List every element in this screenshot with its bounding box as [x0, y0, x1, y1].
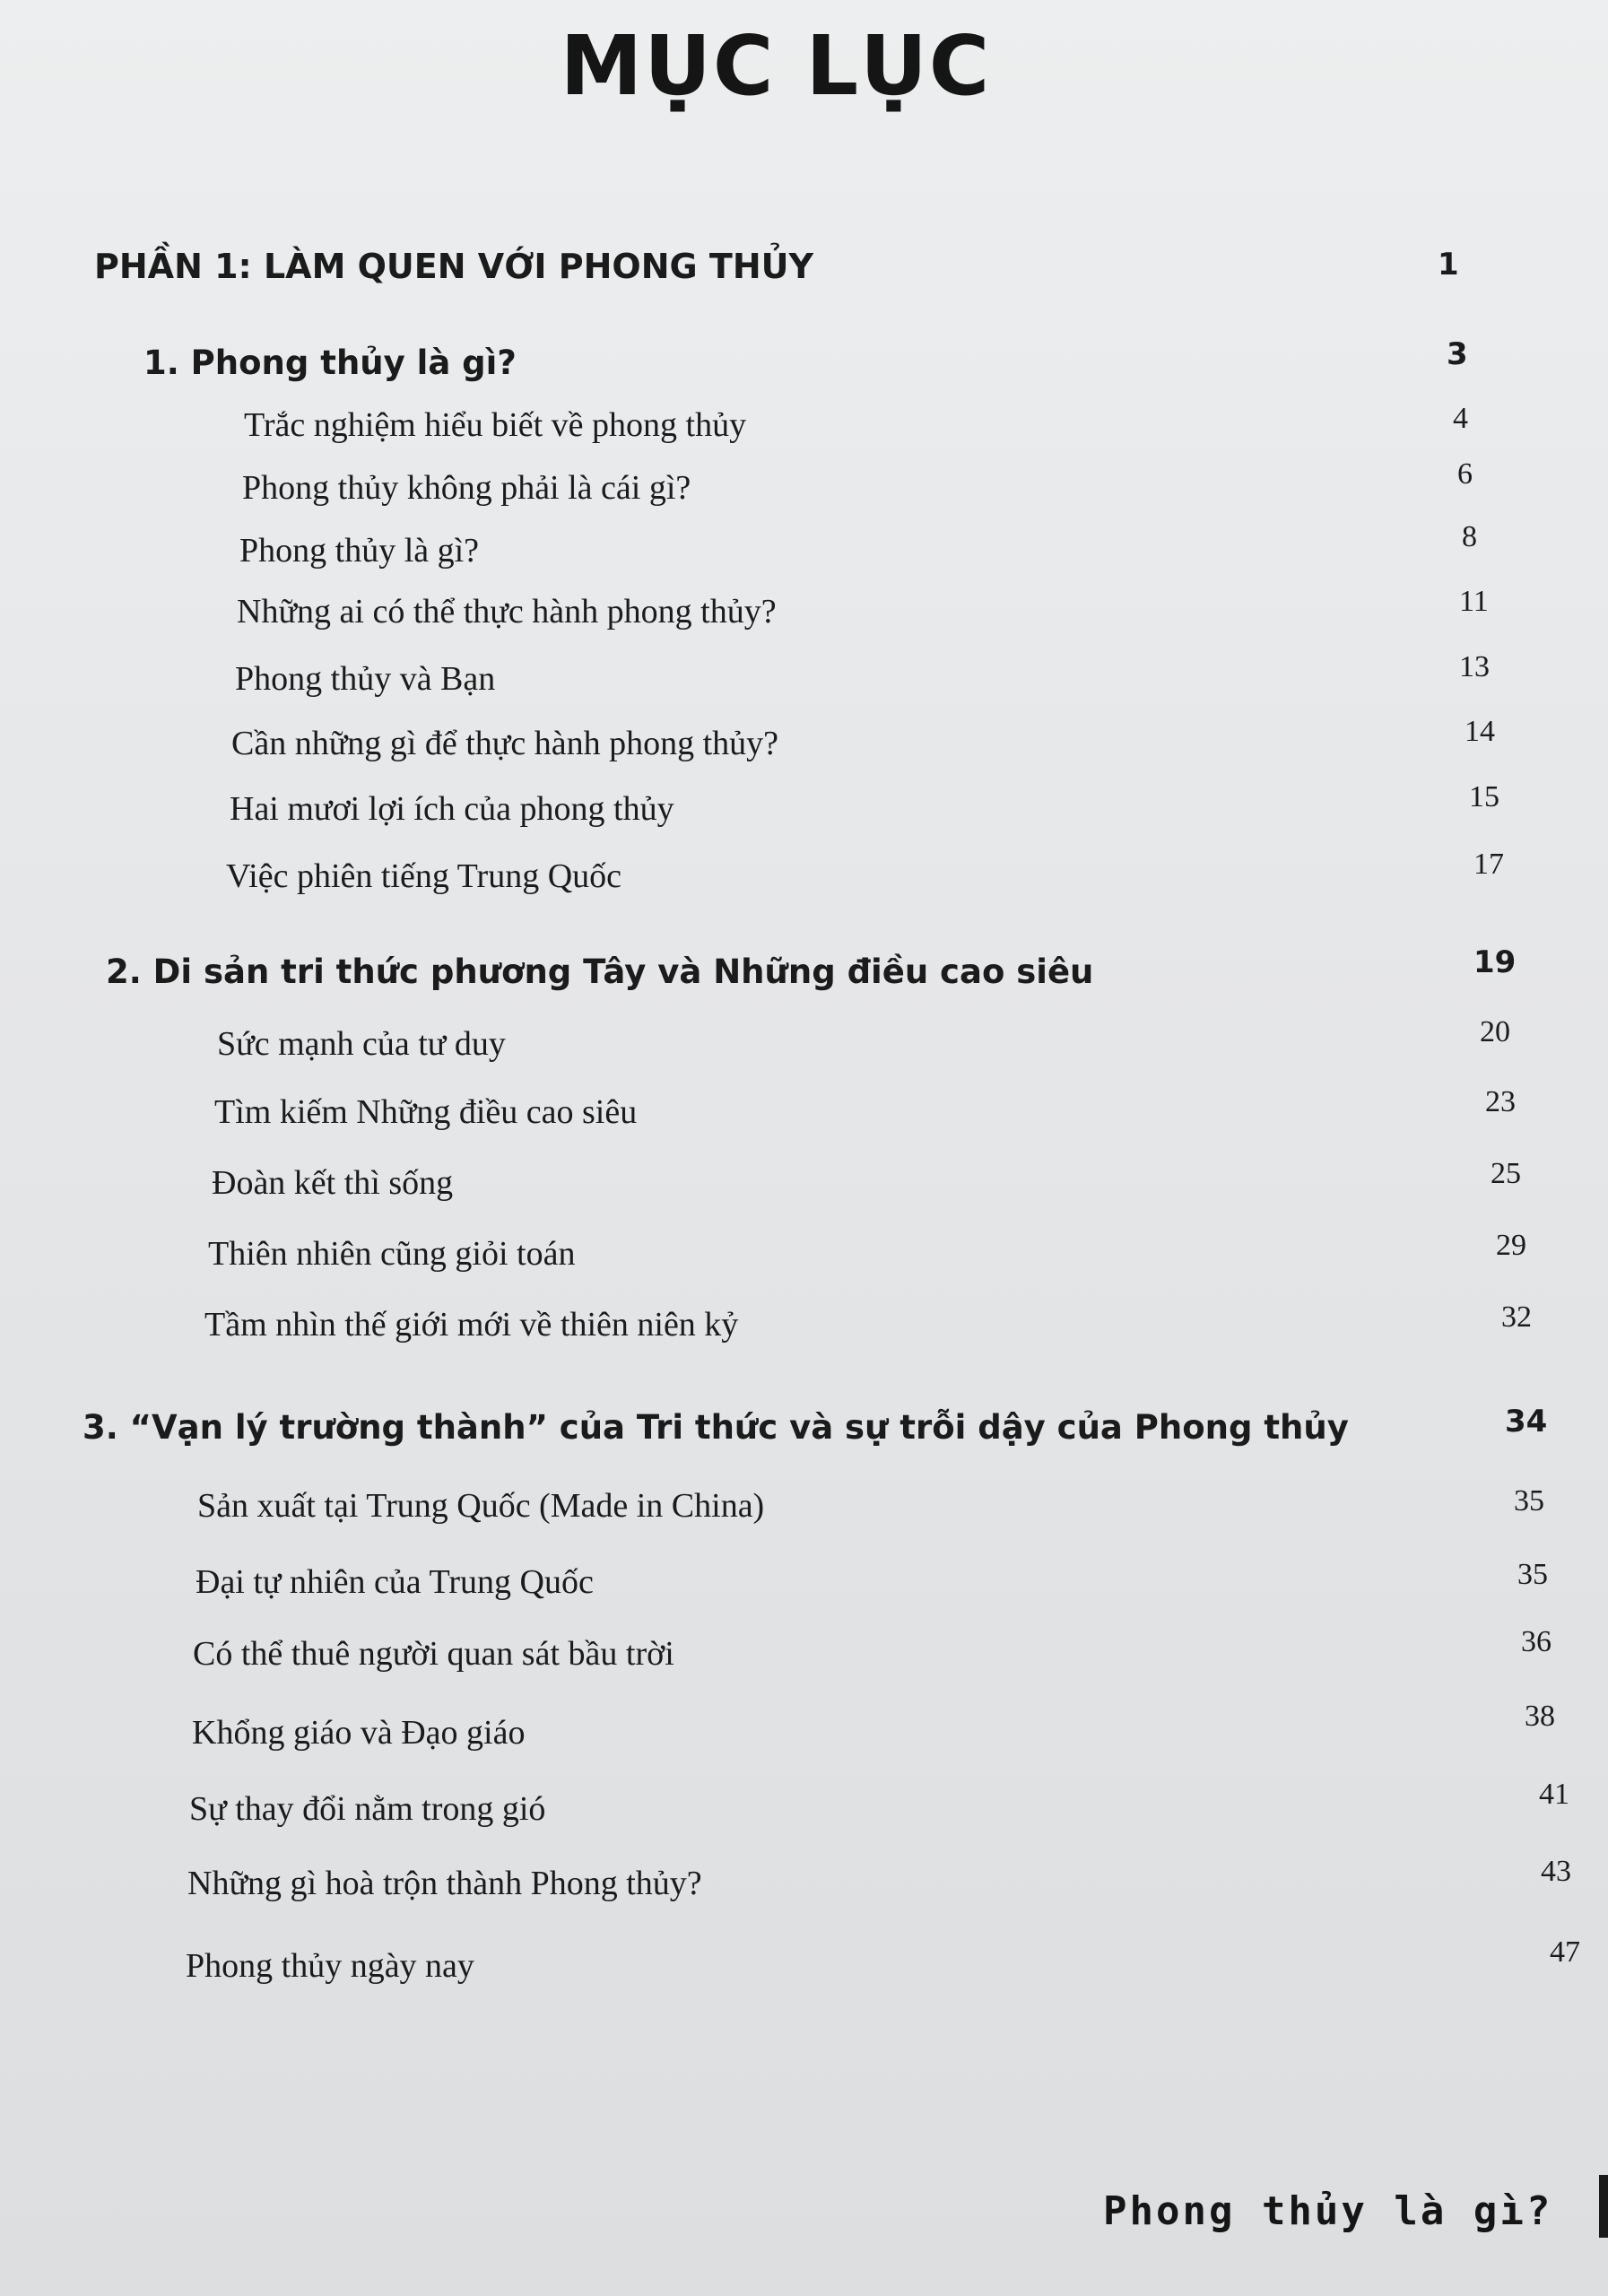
toc-entry: Phong thủy ngày nay	[186, 1947, 474, 1985]
toc-entry: Tầm nhìn thế giới mới về thiên niên kỷ	[204, 1306, 739, 1344]
toc-entry: Hai mươi lợi ích của phong thủy	[230, 790, 674, 828]
chapter-1-heading: 1. Phong thủy là gì?	[143, 344, 517, 382]
toc-entry-page: 38	[1525, 1700, 1555, 1733]
toc-entry: Việc phiên tiếng Trung Quốc	[226, 857, 622, 895]
toc-entry-page: 29	[1496, 1229, 1526, 1262]
toc-entry: Phong thủy và Bạn	[235, 660, 496, 698]
chapter-3-heading: 3. “Vạn lý trường thành” của Tri thức và sự trỗi dậy của Phong thủy	[83, 1408, 1349, 1447]
toc-entry-page: 6	[1457, 457, 1473, 491]
toc-entry-page: 13	[1459, 650, 1490, 683]
toc-entry-page: 43	[1541, 1855, 1571, 1888]
toc-entry: Khổng giáo và Đạo giáo	[192, 1714, 526, 1752]
toc-entry: Sức mạnh của tư duy	[217, 1025, 506, 1063]
toc-entry-page: 4	[1453, 402, 1468, 435]
running-footer: Phong thủy là gì?	[1103, 2188, 1553, 2234]
toc-entry: Đoàn kết thì sống	[212, 1164, 454, 1202]
toc-entry-page: 20	[1480, 1015, 1510, 1048]
part-1-heading: PHẦN 1: LÀM QUEN VỚI PHONG THỦY	[94, 247, 814, 286]
toc-entry: Phong thủy là gì?	[239, 532, 480, 570]
toc-entry-page: 11	[1459, 585, 1489, 618]
chapter-2-page: 19	[1473, 944, 1517, 980]
toc-entry-page: 32	[1501, 1300, 1532, 1334]
toc-entry: Cần những gì để thực hành phong thủy?	[231, 725, 779, 762]
toc-entry-page: 35	[1517, 1558, 1548, 1591]
toc-entry: Sự thay đổi nằm trong gió	[189, 1790, 546, 1828]
toc-entry: Trắc nghiệm hiểu biết về phong thủy	[244, 406, 747, 444]
toc-entry: Những ai có thể thực hành phong thủy?	[237, 593, 777, 631]
toc-entry: Có thể thuê người quan sát bầu trời	[193, 1635, 674, 1673]
page-edge-mark	[1599, 2175, 1608, 2238]
toc-entry: Những gì hoà trộn thành Phong thủy?	[187, 1865, 702, 1902]
page-title: MỤC LỤC	[560, 18, 992, 114]
toc-entry: Phong thủy không phải là cái gì?	[242, 469, 691, 507]
toc-entry: Đại tự nhiên của Trung Quốc	[196, 1563, 594, 1601]
chapter-1-page: 3	[1447, 336, 1468, 372]
part-1-page: 1	[1438, 247, 1459, 283]
toc-entry-page: 41	[1539, 1778, 1569, 1811]
toc-entry-page: 36	[1521, 1625, 1552, 1658]
toc-entry-page: 15	[1469, 780, 1499, 813]
toc-entry-page: 17	[1473, 848, 1504, 881]
toc-entry-page: 47	[1550, 1935, 1580, 1969]
toc-entry-page: 14	[1465, 715, 1495, 748]
toc-entry: Tìm kiếm Những điều cao siêu	[214, 1093, 638, 1131]
toc-entry: Thiên nhiên cũng giỏi toán	[208, 1235, 576, 1273]
chapter-3-page: 34	[1505, 1404, 1548, 1439]
toc-entry-page: 35	[1514, 1484, 1544, 1518]
toc-entry: Sản xuất tại Trung Quốc (Made in China)	[197, 1487, 765, 1525]
toc-entry-page: 8	[1462, 520, 1477, 553]
chapter-2-heading: 2. Di sản tri thức phương Tây và Những điều cao siêu	[106, 952, 1094, 991]
toc-entry-page: 23	[1485, 1085, 1516, 1118]
toc-entry-page: 25	[1491, 1157, 1521, 1190]
